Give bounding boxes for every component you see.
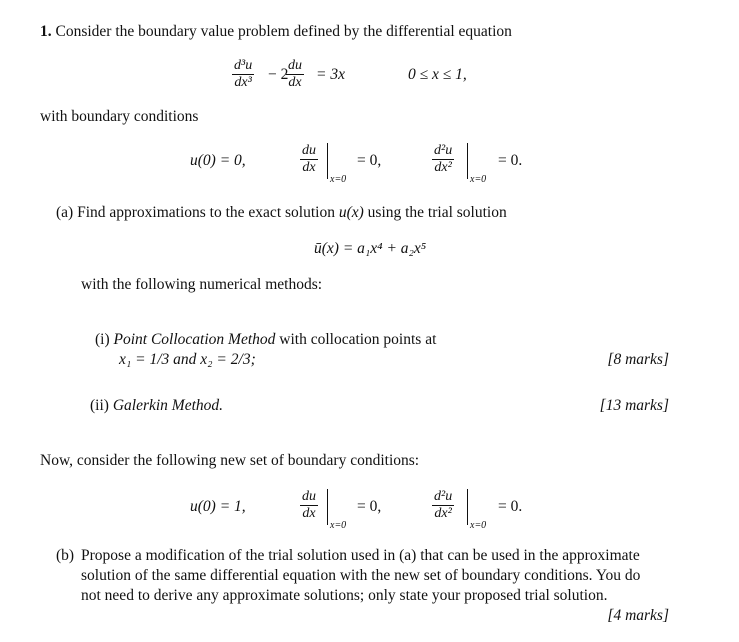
bc2-d1-sub: x=0 [330, 520, 347, 531]
part-b-line2: solution of the same differential equation with the new set of boundary conditions. You do [81, 567, 641, 584]
part-a-text-post: using the trial solution [363, 204, 507, 221]
new-bc-intro: Now, consider the following new set of boundary conditions: [40, 452, 420, 469]
bc1-u0: u(0) = 0, [190, 152, 246, 169]
bc1-d1-val: = 0, [357, 152, 382, 169]
bc2-d1-eval-bar [327, 489, 328, 525]
bc2-d2-den: dx² [434, 506, 452, 521]
bc2-u0: u(0) = 1, [190, 498, 246, 515]
question-header [40, 23, 512, 41]
bc2-d2-num: d²u [434, 489, 453, 504]
bc2-first-derivative [300, 489, 318, 522]
bc1-d2-val: = 0. [498, 152, 523, 169]
method-ii [90, 397, 223, 415]
third-derivative-fraction [232, 58, 254, 91]
method-i-marks: [8 marks] [607, 351, 669, 368]
method-i-label: (i) [95, 331, 110, 348]
bc-intro: with boundary conditions [40, 108, 199, 125]
question-number: 1. [40, 23, 52, 40]
part-b-marks: [4 marks] [607, 607, 669, 624]
bc2-d1-num: du [302, 489, 316, 504]
bc1-d1-num: du [302, 143, 316, 158]
method-ii-marks: [13 marks] [599, 397, 669, 414]
first-derivative-num: du [288, 58, 302, 73]
ode-domain: 0 ≤ x ≤ 1, [408, 66, 467, 83]
method-i-title: Point Collocation Method [113, 331, 276, 348]
bc1-d1-den: dx [302, 160, 316, 175]
bc1-d2-num: d²u [434, 143, 453, 158]
ode-rhs: = 3x [316, 66, 345, 83]
part-a-text-math: u(x) [338, 204, 364, 221]
part-b-line3: not need to derive any approximate solutions; only state your proposed trial solution. [81, 587, 608, 604]
minus-coefficient: − 2 [268, 66, 289, 83]
part-b-label: (b) [56, 547, 75, 564]
bc2-d1-val: = 0, [357, 498, 382, 515]
part-a-label: (a) [56, 204, 74, 221]
method-ii-title: Galerkin Method. [112, 397, 224, 414]
bc1-d2-eval-bar [467, 143, 468, 179]
bc2-d1-den: dx [302, 506, 316, 521]
third-derivative-den: dx³ [234, 75, 252, 90]
first-derivative-den: dx [288, 75, 302, 90]
bc2-d2-eval-bar [467, 489, 468, 525]
question-intro: Consider the boundary value problem defined by the differential equation [55, 23, 512, 40]
third-derivative-num: d³u [234, 58, 253, 73]
bc1-d1-sub: x=0 [330, 174, 347, 185]
method-ii-label: (ii) [90, 397, 109, 414]
bc2-d2-val: = 0. [498, 498, 523, 515]
method-i-rest: with collocation points at [275, 331, 437, 348]
bc1-second-derivative [432, 143, 454, 176]
first-derivative-fraction [286, 58, 304, 91]
part-a-text-pre: Find approximations to the exact solution [77, 204, 339, 221]
collocation-points: x₁ = 1/3 and x₂ = 2/3; [119, 351, 256, 368]
method-i [95, 331, 436, 349]
bc1-d1-eval-bar [327, 143, 328, 179]
part-b-line1: Propose a modification of the trial solution used in (a) that can be used in the approximate [81, 547, 640, 564]
bc1-first-derivative [300, 143, 318, 176]
bc1-d2-sub: x=0 [470, 174, 487, 185]
methods-intro: with the following numerical methods: [81, 276, 323, 293]
bc1-d2-den: dx² [434, 160, 452, 175]
bc2-second-derivative [432, 489, 454, 522]
trial-solution: ū(x) = a₁x⁴ + a₂x⁵ [314, 240, 427, 257]
part-a-statement [56, 204, 507, 222]
bc2-d2-sub: x=0 [470, 520, 487, 531]
